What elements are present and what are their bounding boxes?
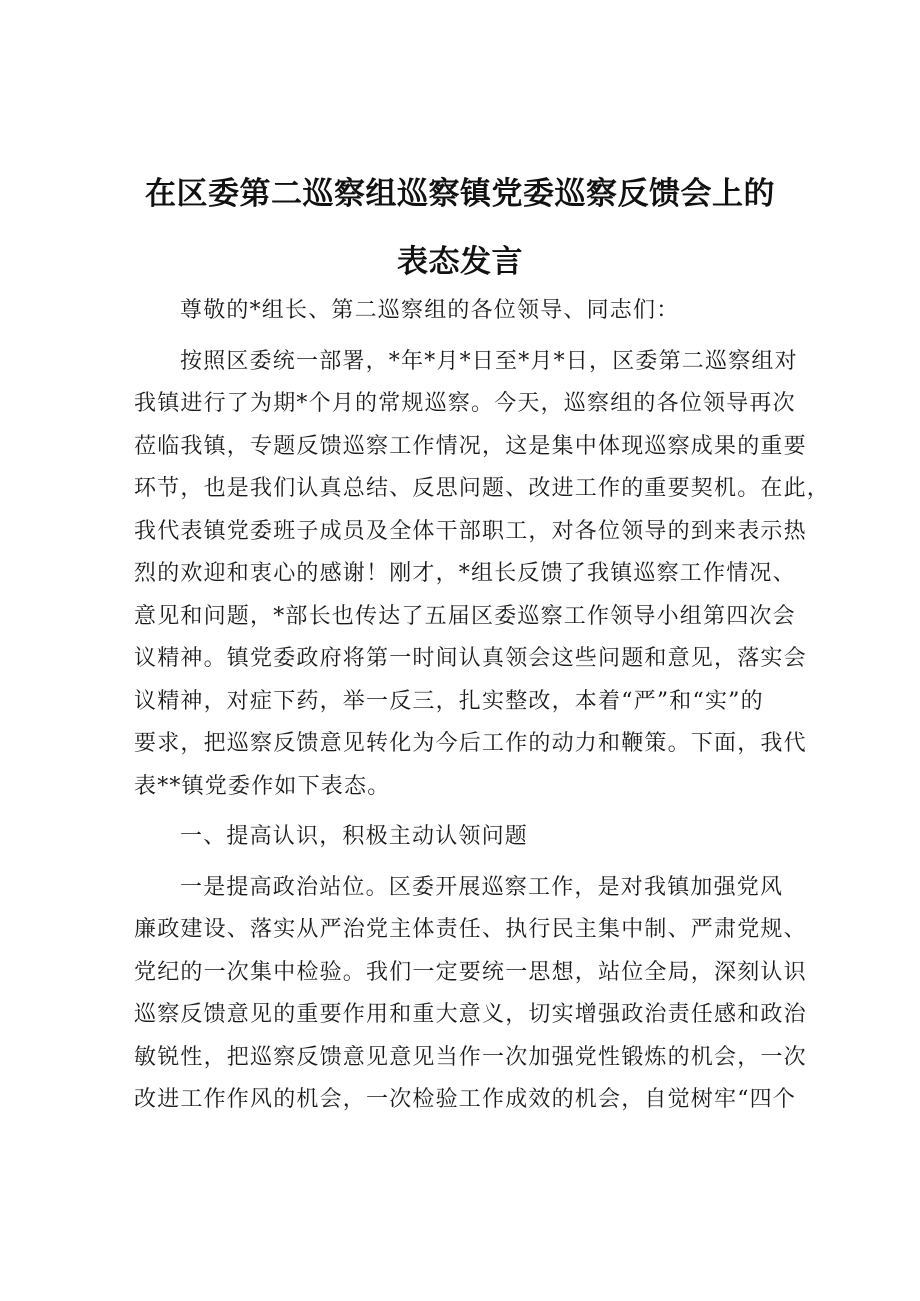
paragraph-1-line: 环节，也是我们认真总结、反思问题、改进工作的重要契机。在此， <box>134 476 831 501</box>
paragraph-1-line: 意见和问题，*部长也传达了五届区委巡察工作领导小组第四次会 <box>134 603 796 629</box>
paragraph-1-line: 表**镇党委作如下表态。 <box>134 773 391 799</box>
paragraph-1-line: 我代表镇党委班子成员及全体干部职工，对各位领导的到来表示热 <box>134 518 807 544</box>
paragraph-1-line: 议精神，对症下药，举一反三，扎实整改，本着“严”和“实”的 <box>134 688 764 714</box>
paragraph-2-line: 敏锐性，把巡察反馈意见意见当作一次加强党性锻炼的机会，一次 <box>134 1044 807 1070</box>
paragraph-1-line: 要求，把巡察反馈意见转化为今后工作的动力和鞭策。下面，我代 <box>134 731 807 756</box>
paragraph-1-line: 议精神。镇党委政府将第一时间认真领会这些问题和意见，落实会 <box>134 646 807 671</box>
paragraph-2-line: 巡察反馈意见的重要作用和重大意义，切实增强政治责任感和政治 <box>134 1002 807 1027</box>
paragraph-1-line: 我镇进行了为期*个月的常规巡察。今天，巡察组的各位领导再次 <box>134 391 796 416</box>
document-title-line-2: 表态发言 <box>397 244 523 280</box>
section-1-heading: 一、提高认识，积极主动认领问题 <box>180 824 529 849</box>
paragraph-1-line: 莅临我镇，专题反馈巡察工作情况，这是集中体现巡察成果的重要 <box>134 433 807 459</box>
document-title-line-1: 在区委第二巡察组巡察镇党委巡察反馈会上的 <box>145 176 775 212</box>
paragraph-2-line: 廉政建设、落实从严治党主体责任、执行民主集中制、严肃党规、 <box>134 917 807 942</box>
paragraph-1-line: 烈的欢迎和衷心的感谢！刚才，*组长反馈了我镇巡察工作情况、 <box>134 561 796 586</box>
paragraph-2-line: 一是提高政治站位。区委开展巡察工作，是对我镇加强党风 <box>180 874 784 900</box>
paragraph-2-line: 党纪的一次集中检验。我们一定要统一思想，站位全局，深刻认识 <box>134 959 807 985</box>
document-body <box>134 290 831 1122</box>
paragraph-2-line: 改进工作作风的机会，一次检验工作成效的机会，自觉树牢“四个 <box>134 1087 797 1112</box>
paragraph-1-line: 按照区委统一部署，*年*月*日至*月*日，区委第二巡察组对 <box>180 348 798 374</box>
salutation: 尊敬的*组长、第二巡察组的各位领导、同志们： <box>180 298 680 323</box>
